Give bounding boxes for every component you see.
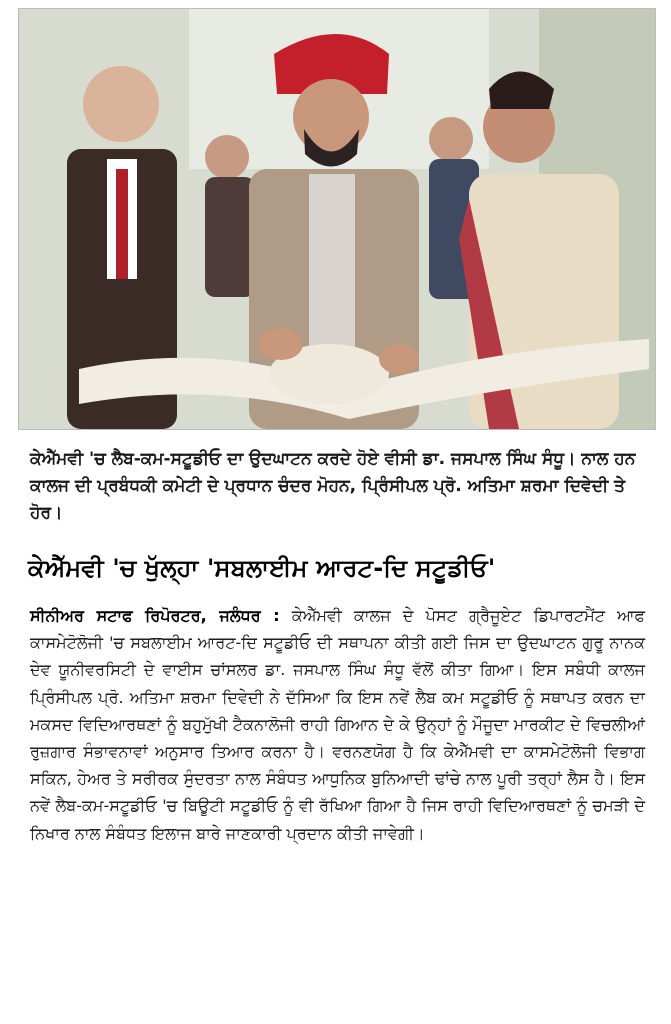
headline: ਕੇਐੱਮਵੀ 'ਚ ਖੁੱਲ੍ਹਾ 'ਸਬਲਾਈਮ ਆਰਟ-ਦਿ ਸਟੂਡੀਓ'	[28, 554, 496, 582]
byline: ਸੀਨੀਅਰ ਸਟਾਫ ਰਿਪੋਰਟਰ, ਜਲੰਧਰ :	[30, 606, 280, 625]
article-body	[30, 602, 645, 847]
photo-caption: ਕੇਐੱਮਵੀ 'ਚ ਲੈਬ-ਕਮ-ਸਟੂਡੀਓ ਦਾ ਉਦਘਾਟਨ ਕਰਦੇ ਹੋਏ ਵੀਸੀ ਡਾ. ਜਸਪਾਲ ਸਿੰਘ ਸੰਧੂ। ਨਾਲ ਹਨ ਕਾਲਜ ਦੀ ਪ੍ਰਬੰਧਕੀ ਕਮੇਟੀ ਦੇ ਪ੍ਰਧਾਨ ਚੰਦਰ ਮੋਹਨ, ਪ੍ਰਿੰਸੀਪਲ ਪ੍ਰੋ. ਅਤਿਮਾ ਸ਼ਰਮਾ ਦਿਵੇਦੀ ਤੇ ਹੋਰ।	[30, 449, 636, 523]
news-photo	[18, 8, 656, 430]
ribbon-cutting-photo	[19, 9, 655, 429]
article-text: ਕੇਐੱਮਵੀ ਕਾਲਜ ਦੇ ਪੋਸਟ ਗ੍ਰੈਜੂਏਟ ਡਿਪਾਰਟਮੈਂਟ ਆਫ ਕਾਸਮੇਟੋਲੋਜੀ 'ਚ ਸਬਲਾਈਮ ਆਰਟ-ਦਿ ਸਟੂਡੀਓ ਦੀ ਸਥਾਪਨਾ ਕੀਤੀ ਗਈ ਜਿਸ ਦਾ ਉਦਘਾਟਨ ਗੁਰੂ ਨਾਨਕ ਦੇਵ ਯੂਨੀਵਰਸਿਟੀ ਦੇ ਵਾਈਸ ਚਾਂਸਲਰ ਡਾ. ਜਸਪਾਲ ਸਿੰਘ ਸੰਧੂ ਵੱਲੋਂ ਕੀਤਾ ਗਿਆ। ਇਸ ਸਬੰਧੀ ਕਾਲਜ ਪ੍ਰਿੰਸੀਪਲ ਪ੍ਰੋ. ਅਤਿਮਾ ਸ਼ਰਮਾ ਦਿਵੇਦੀ ਨੇ ਦੱਸਿਆ ਕਿ ਇਸ ਨਵੇਂ ਲੈਬ ਕਮ ਸਟੂਡੀਓ ਨੂੰ ਸਥਾਪਤ ਕਰਨ ਦਾ ਮਕਸਦ ਵਿਦਿਆਰਥਣਾਂ ਨੂੰ ਬਹੁਮੁੱਖੀ ਟੈਕਨਾਲੋਜੀ ਰਾਹੀ ਗਿਆਨ ਦੇ ਕੇ ਉਨ੍ਹਾਂ ਨੂੰ ਮੌਜੂਦਾ ਮਾਰਕੀਟ ਦੇ ਵਿਚਲੀਆਂ ਰੁਜ਼ਗਾਰ ਸੰਭਾਵਨਾਵਾਂ ਅਨੁਸਾਰ ਤਿਆਰ ਕਰਨਾ ਹੈ। ਵਰਨਣਯੋਗ ਹੈ ਕਿ ਕੇਐੱਮਵੀ ਦਾ ਕਾਸਮੇਟੋਲੋਜੀ ਵਿਭਾਗ ਸਕਿਨ, ਹੇਅਰ ਤੇ ਸਰੀਰਕ ਸੁੰਦਰਤਾ ਨਾਲ ਸੰਬੰਧਤ ਆਧੁਨਿਕ ਬੁਨਿਆਦੀ ਢਾਂਚੇ ਨਾਲ ਪੂਰੀ ਤਰ੍ਹਾਂ ਲੈਸ ਹੈ। ਇਸ ਨਵੇਂ ਲੈਬ-ਕਮ-ਸਟੂਡੀਓ 'ਚ ਬਿਊਟੀ ਸਟੂਡੀਓ ਨੂੰ ਵੀ ਰੱਖਿਆ ਗਿਆ ਹੈ ਜਿਸ ਰਾਹੀ ਵਿਦਿਆਰਥਣਾਂ ਨੂੰ ਚਮੜੀ ਦੇ ਨਿਖਾਰ ਨਾਲ ਸੰਬੰਧਤ ਇਲਾਜ ਬਾਰੇ ਜਾਣਕਾਰੀ ਪ੍ਰਦਾਨ ਕੀਤੀ ਜਾਵੇਗੀ।	[30, 606, 645, 843]
